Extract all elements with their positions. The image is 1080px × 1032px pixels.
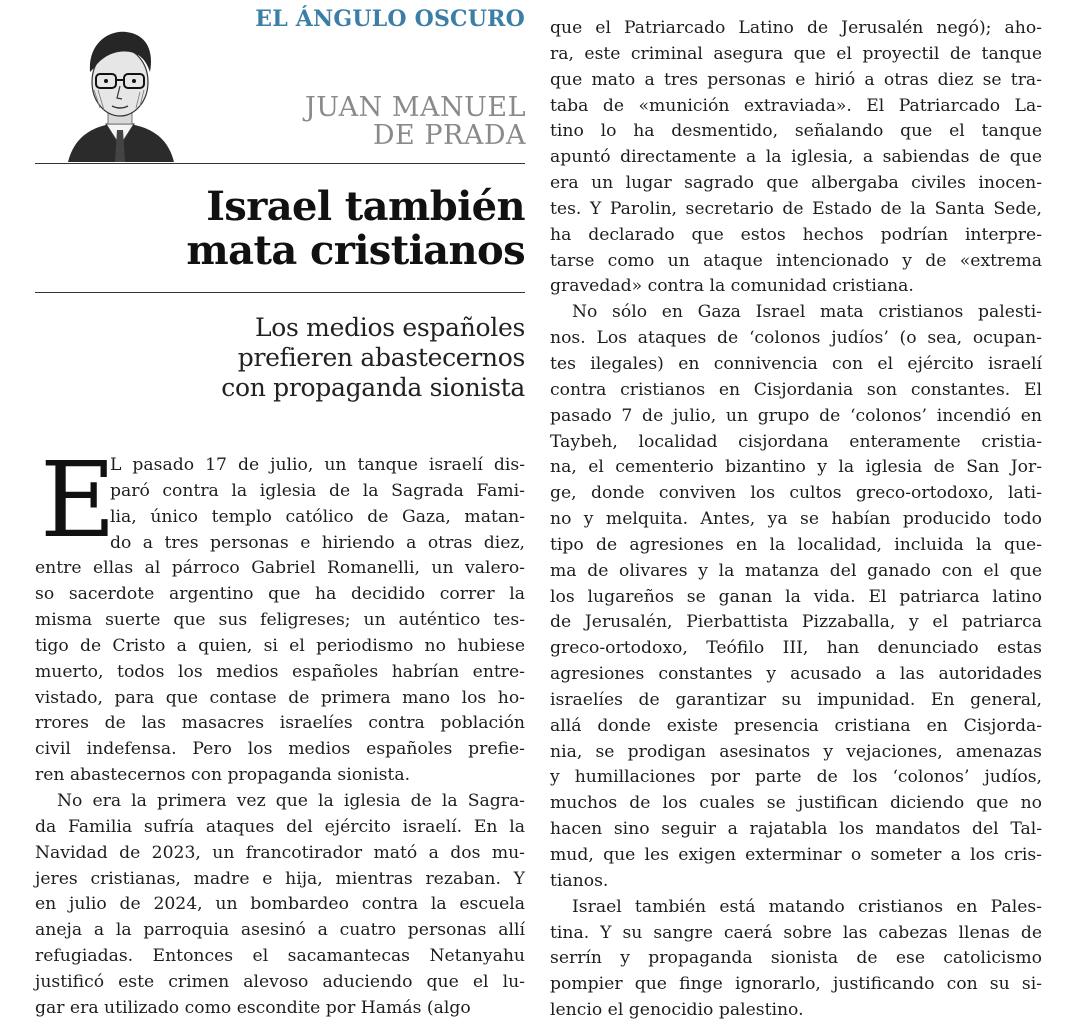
text-line: ra, este criminal asegura que el proyectil de tanque — [550, 43, 1042, 64]
text-line: los lugareños se ganan la vida. El patriarca latino — [550, 586, 1042, 607]
text-line: justificó este crimen alevoso aduciendo que el lu- — [35, 971, 525, 992]
text-line: L pasado 17 de julio, un tanque israelí dis- — [110, 455, 525, 475]
text-line: muchos de los cuales se justifican diciendo que no — [550, 793, 1042, 814]
text-line: Israel también está matando cristianos en Pales- — [572, 896, 1042, 917]
text-line: greco-ortodoxo, Teófilo III, han denunciado estas — [550, 638, 1042, 659]
text-line: do a tres personas e hiriendo a otras diez, — [110, 532, 525, 553]
text-line: era un lugar sagrado que albergaba civiles inocen- — [550, 173, 1042, 194]
text-line: ha declarado que estos hechos podrían interpre- — [550, 224, 1042, 245]
divider-bottom — [35, 292, 525, 293]
author-name-line1: JUAN MANUEL — [304, 92, 526, 123]
text-line: de Jerusalén, Pierbattista Pizzaballa, y el patriarca — [550, 612, 1042, 633]
text-line: rrores de las masacres israelíes contra población — [35, 713, 525, 734]
text-line: y humillaciones por parte de los ‘colonos’ judíos, — [550, 767, 1042, 788]
author-portrait-icon — [60, 20, 180, 162]
text-line: serrín y propaganda sionista de ese catolicismo — [550, 948, 1042, 969]
text-line: tina. Y su sangre caerá sobre las cabezas llenas de — [550, 922, 1042, 943]
text-line: tes. Y Parolin, secretario de Estado de la Santa Sede, — [550, 198, 1042, 219]
text-line: ma de olivares y la matanza del ganado con el que — [550, 560, 1042, 581]
text-line: tino lo ha desmentido, señalando que el tanque — [550, 121, 1042, 142]
author-name — [240, 94, 526, 150]
text-line: en julio de 2024, un bombardeo contra la escuela — [35, 894, 525, 915]
text-line: aneja a la parroquia asesinó a cuatro personas allí — [35, 920, 525, 941]
text-line: tigo de Cristo a quien, si el periodismo no hubiese — [35, 635, 525, 656]
article-body-left-column — [35, 453, 525, 1022]
text-line: Navidad de 2023, un francotirador mató a dos mu- — [35, 842, 525, 863]
text-line: tarse como un ataque intencionado y de «extrema — [550, 250, 1042, 271]
text-line: paró contra la iglesia de la Sagrada Fami- — [110, 480, 525, 501]
text-line: da Familia sufría ataques del ejército israelí. En la — [35, 816, 525, 837]
text-line: apuntó directamente a la iglesia, a sabiendas de que — [550, 147, 1042, 168]
text-line: allá donde existe presencia cristiana en Cisjorda- — [550, 715, 1042, 736]
text-line: muerto, todos los medios españoles habrían entre- — [35, 661, 525, 682]
text-line: misma suerte que sus feligreses; un auténtico tes- — [35, 610, 525, 631]
text-line: refugiadas. Entonces el sacamantecas Netanyahu — [35, 946, 525, 967]
text-line: taba de «munición extraviada». El Patriarcado La- — [550, 95, 1042, 116]
headline-line2: mata cristianos — [186, 227, 525, 274]
text-line: Taybeh, localidad cisjordana enteramente cristia- — [550, 431, 1042, 452]
text-line: so sacerdote argentino que ha decidido correr la — [35, 584, 525, 605]
text-line: tipo de agresiones en la localidad, incluida la que- — [550, 534, 1042, 555]
text-line: jeres cristianas, madre e hija, mientras rezaban. Y — [35, 868, 525, 889]
text-line: hacen sino seguir a rajatabla los mandatos del Tal- — [550, 819, 1042, 840]
text-line: ren abastecernos con propaganda sionista. — [35, 765, 411, 786]
article-body-right-column — [550, 16, 1042, 1024]
text-line: israelíes de garantizar su impunidad. En general, — [550, 689, 1042, 710]
text-line: lencio el genocidio palestino. — [550, 1000, 804, 1021]
text-line: na, el cementerio bizantino y la iglesia de San Jor- — [550, 457, 1042, 478]
text-line: No sólo en Gaza Israel mata cristianos palesti- — [572, 302, 1042, 323]
text-line: que mato a tres personas e hirió a otras diez se tra- — [550, 69, 1042, 90]
text-line: ge, donde conviven los cultos greco-ortodoxo, lati- — [550, 483, 1042, 504]
text-line: gar era utilizado como escondite por Hamás (algo — [35, 997, 471, 1018]
text-line: No era la primera vez que la iglesia de la Sagra- — [57, 790, 525, 811]
text-line: no y melquita. Antes, ya se habían producido todo — [550, 509, 1042, 530]
text-line: vistado, para que contase de primera mano los ho- — [35, 687, 525, 708]
text-line: mud, que les exigen exterminar o someter a los cris- — [550, 845, 1042, 865]
text-line: lia, único templo católico de Gaza, matan- — [110, 506, 525, 527]
subheadline — [35, 313, 525, 403]
text-line: pasado 7 de julio, un grupo de ‘colonos’ incendió en — [550, 405, 1042, 426]
text-line: pompier que finge ignorarlo, justificando con su si- — [550, 974, 1042, 995]
text-line: gravedad» contra la comunidad cristiana. — [550, 276, 914, 297]
divider-top — [35, 163, 525, 164]
drop-cap: E — [40, 439, 116, 561]
subheadline-line2: prefieren abastecernos — [237, 343, 525, 372]
text-line: que el Patriarcado Latino de Jerusalén negó); aho- — [550, 18, 1042, 38]
text-line: civil indefensa. Pero los medios españoles prefie- — [35, 739, 525, 760]
text-line: nos. Los ataques de ‘colonos judíos’ (o sea, ocupan- — [550, 328, 1042, 349]
text-line: nia, se prodigan asesinatos y vejaciones, amenazas — [550, 741, 1042, 762]
author-name-line2: DE PRADA — [372, 120, 526, 151]
text-line: tianos. — [550, 870, 609, 891]
text-line: tes ilegales) en connivencia con el ejército israelí — [550, 353, 1042, 374]
text-line: contra cristianos en Cisjordania son constantes. El — [550, 379, 1042, 400]
headline-line1: Israel también — [206, 183, 525, 230]
text-line: entre ellas al párroco Gabriel Romanelli, un valero- — [35, 558, 525, 579]
section-label: EL ÁNGULO OSCURO — [255, 6, 525, 32]
headline — [35, 185, 525, 273]
text-line: agresiones constantes y acusado a las autoridades — [550, 664, 1042, 685]
subheadline-line3: con propaganda sionista — [221, 373, 525, 402]
subheadline-line1: Los medios españoles — [254, 313, 525, 342]
